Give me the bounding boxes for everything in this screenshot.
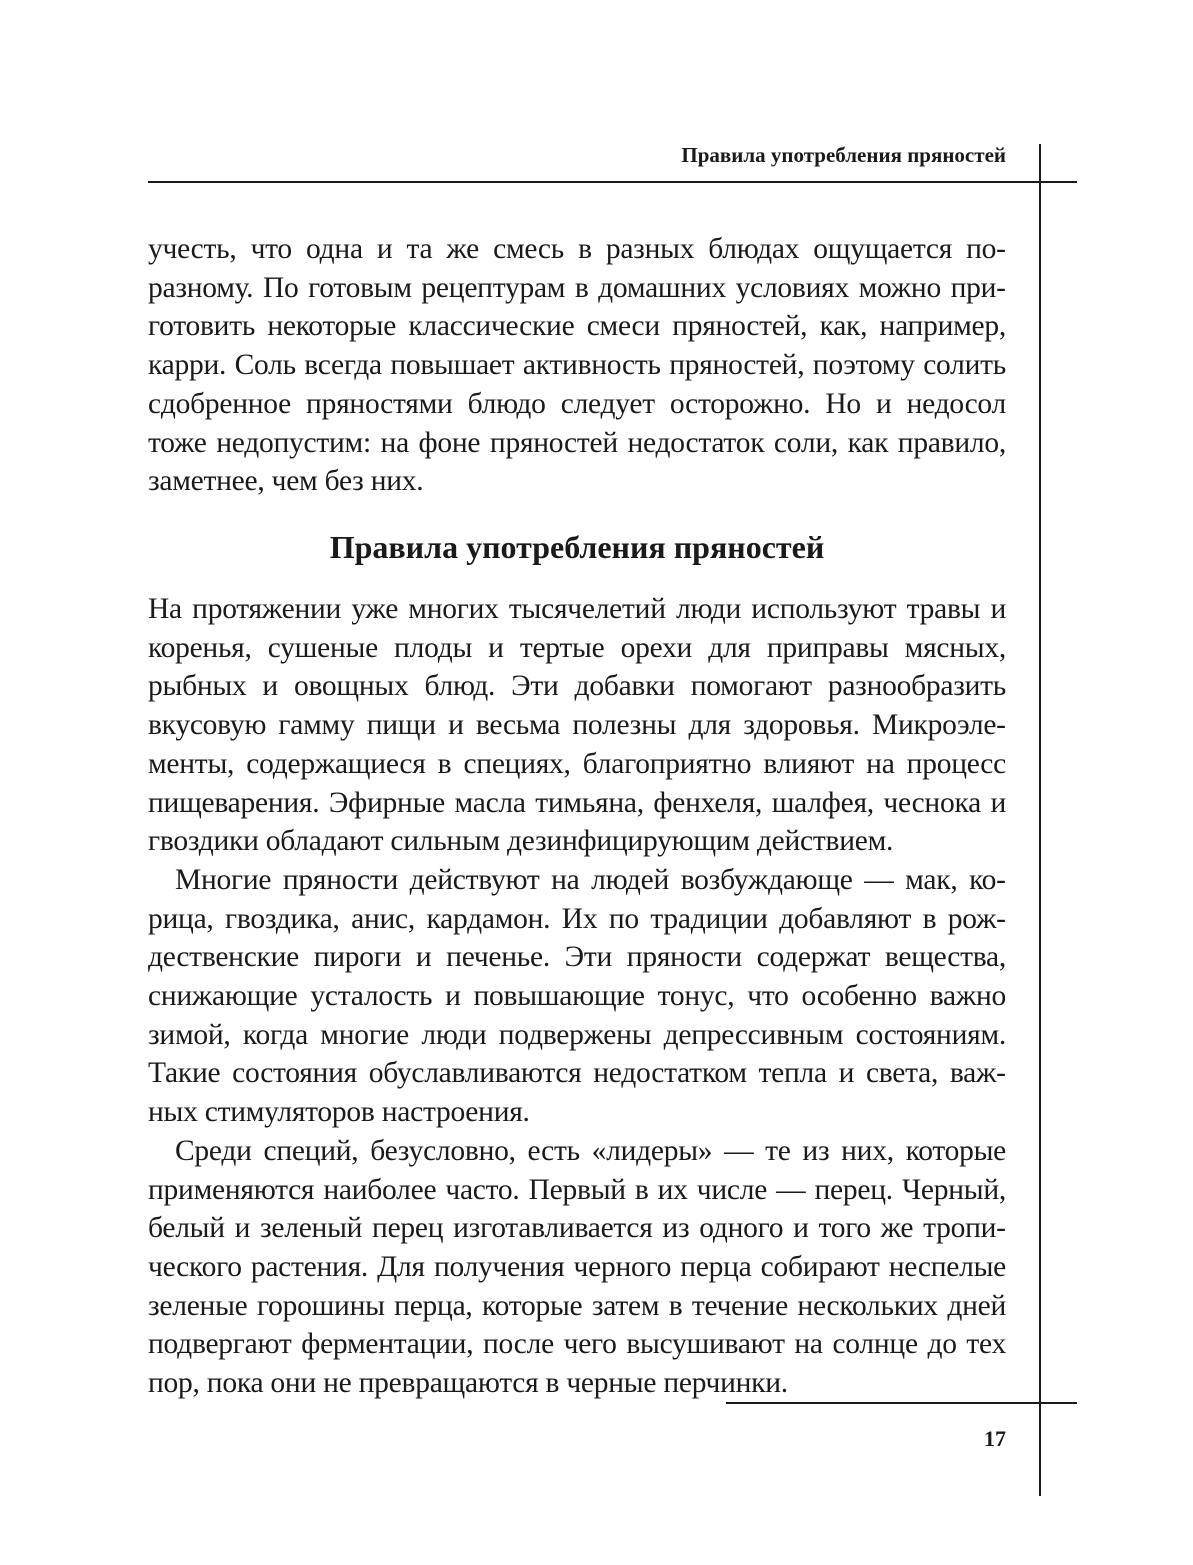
page-number: 17: [984, 1426, 1006, 1451]
body-paragraph-1: На протяжении уже многих тысячелетий люди используют травы и коренья, сушеные плоды и тертые орехи для приправы мясных, рыбных и овощных блюд. Эти добавки помогают разнообразить вкусовую гамму пищи и весьма полезны для здоровья. Микроэлементы, содержащиеся в специях, благоприятно влияют на процесс пищеварения. Эфирные масла тимьяна, фенхеля, шалфея, чеснока и гвоздики обладают сильным дезинфицирующим действием.: [148, 593, 1006, 858]
running-head-title: Правила употребления пряностей: [681, 143, 1006, 167]
body-paragraph-3: Среди специй, безусловно, есть «лидеры» — те из них, которые применяются наиболее часто. Первый в их числе — перец. Черный, белый и зеленый перец изготавливается из одного и того же тропического растения. Для получения черного перца собирают неспелые зеленые горошины перца, которые затем в течение нескольких дней подвергают ферментации, после чего высушивают на солнце до тех пор, пока они не превращаются в черные перчинки.: [148, 1134, 1006, 1400]
footer-rule: [726, 1402, 1077, 1404]
margin-vertical-rule: [1039, 144, 1041, 1496]
section-title: Правила употребления пряностей: [329, 529, 825, 565]
intro-paragraph: учесть, что одна и та же смесь в разных блюдах ощущается поразному. По готовым рецептурам в домашних условиях можно приготовить некоторые классические смеси пряностей, как, например, карри. Соль всегда повышает активность пряностей, поэтому солить сдобренное пряностями блюдо следует осторожно. Но и недосол тоже недопустим: на фоне пряностей недостаток соли, как правило, заметнее, чем без них.: [148, 233, 1006, 498]
section-body: [148, 590, 1006, 1403]
header-rule: [148, 181, 1077, 183]
body-paragraph-2: Многие пряности действуют на людей возбуждающе — мак, корица, гвоздика, анис, кардамон. Их по традиции добавляют в рождественские пироги и печенье. Эти пряности содержат вещества, снижающие усталость и повышающие тонус, что особенно важно зимой, когда многие люди подвержены депрессивным состояниям. Такие состояния обуславливаются недостатком тепла и света, важных стимуляторов настроения.: [148, 863, 1006, 1129]
intro-text-block: [148, 230, 1006, 501]
